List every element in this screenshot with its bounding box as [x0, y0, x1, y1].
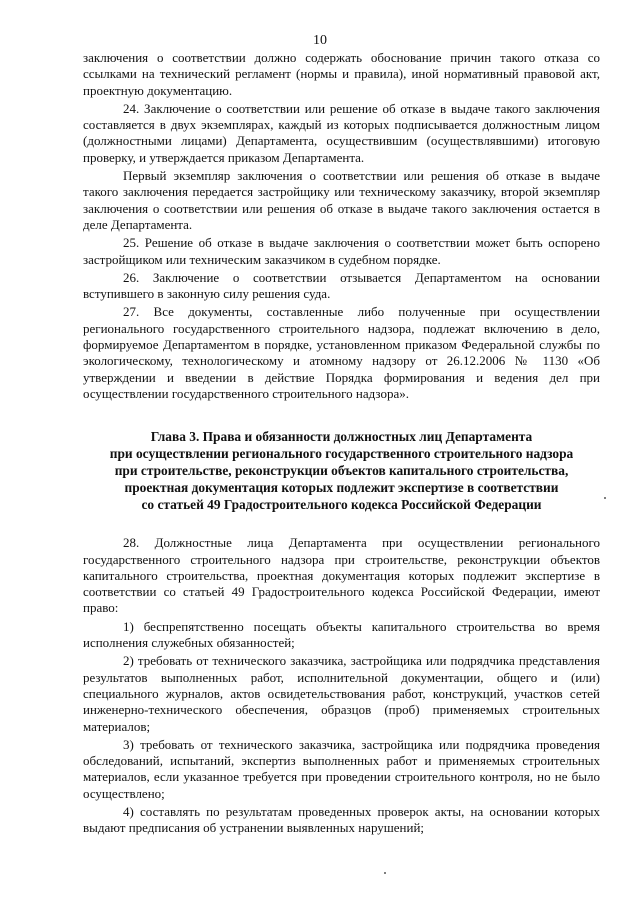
- document-body: [83, 50, 600, 839]
- paragraph-25: 25. Решение об отказе в выдаче заключения о соответствии может быть оспорено застройщиком или техническим заказчиком в судебном порядке.: [83, 235, 600, 267]
- paragraph-28: 28. Должностные лица Департамента при осуществлении регионального государственного строительного надзора при строительстве, реконструкции объектов капитального строительства, проектная документация которых подлежит экспертизе в соответствии со статьей 49 Градостроительного кодекса Российской Федерации, имеют право:: [83, 535, 600, 616]
- paragraph-26: 26. Заключение о соответствии отзывается Департаментом на основании вступившего в законную силу решения суда.: [83, 269, 600, 302]
- paragraph-continuation: заключения о соответствии должно содержать обоснование причин такого отказа со ссылками на технический регламент (нормы и правила), иной нормативный правовой акт, проектную документацию.: [83, 50, 600, 98]
- scan-speck: [604, 497, 606, 499]
- list-item-1: 1) беспрепятственно посещать объекты капитального строительства во время исполнения служебных обязанностей;: [83, 618, 600, 651]
- chapter-heading-line: при строительстве, реконструкции объектов капитального строительства,: [114, 463, 569, 479]
- chapter-heading-line: Глава 3. Права и обязанности должностных лиц Департамента: [150, 429, 533, 445]
- chapter-heading-line: со статьей 49 Градостроительного кодекса Российской Федерации: [141, 497, 542, 513]
- scan-speck: [384, 872, 386, 874]
- list-item-2: 2) требовать от технического заказчика, застройщика или подрядчика представления результатов выполненных работ, исполнительной документации, общего и (или) специального журналов, актов освидетельствования работ, конструкций, участков сетей инженерно-технического обеспечения, образцов (проб) применяемых строительных материалов;: [83, 653, 600, 734]
- list-item-3: 3) требовать от технического заказчика, застройщика или подрядчика проведения обследований, испытаний, экспертиз выполненных работ и применяемых строительных материалов, если указанное требуется при проведении строительного контроля, но не было осуществлено;: [83, 736, 600, 801]
- list-item-4: 4) составлять по результатам проведенных проверок акты, на основании которых выдают предписания об устранении выявленных нарушений;: [83, 803, 600, 836]
- paragraph-24-copies: Первый экземпляр заключения о соответствии или решения об отказе в выдаче такого заключения передается застройщику или техническому заказчику, второй экземпляр заключения о соответствии или решения об отказе в выдаче такого заключения остается в деле Департамента.: [83, 168, 600, 232]
- page-number: 10: [313, 33, 327, 48]
- paragraph-24: 24. Заключение о соответствии или решение об отказе в выдаче такого заключения составляется в двух экземплярах, каждый из которых подписывается должностным лицом (должностными лицами) Департамента, осуществившим (осуществлявшими) итоговую проверку, и утверждается приказом Департамента.: [83, 100, 600, 165]
- chapter-heading-line: при осуществлении регионального государственного строительного надзора: [109, 446, 574, 462]
- chapter-heading: [83, 428, 600, 513]
- chapter-heading-line: проектная документация которых подлежит экспертизе в соответствии: [124, 480, 559, 496]
- paragraph-27: 27. Все документы, составленные либо полученные при осуществлении регионального государственного строительного надзора, подлежат включению в дело, формируемое Департаментом в порядке, установленном приказом Федеральной службы по экологическому, технологическому и атомному надзору от 26.12.2006 № 1130 «Об утверждении и введении в действие Порядка формирования и ведения дел при осуществлении государственного строительного надзора».: [83, 304, 600, 401]
